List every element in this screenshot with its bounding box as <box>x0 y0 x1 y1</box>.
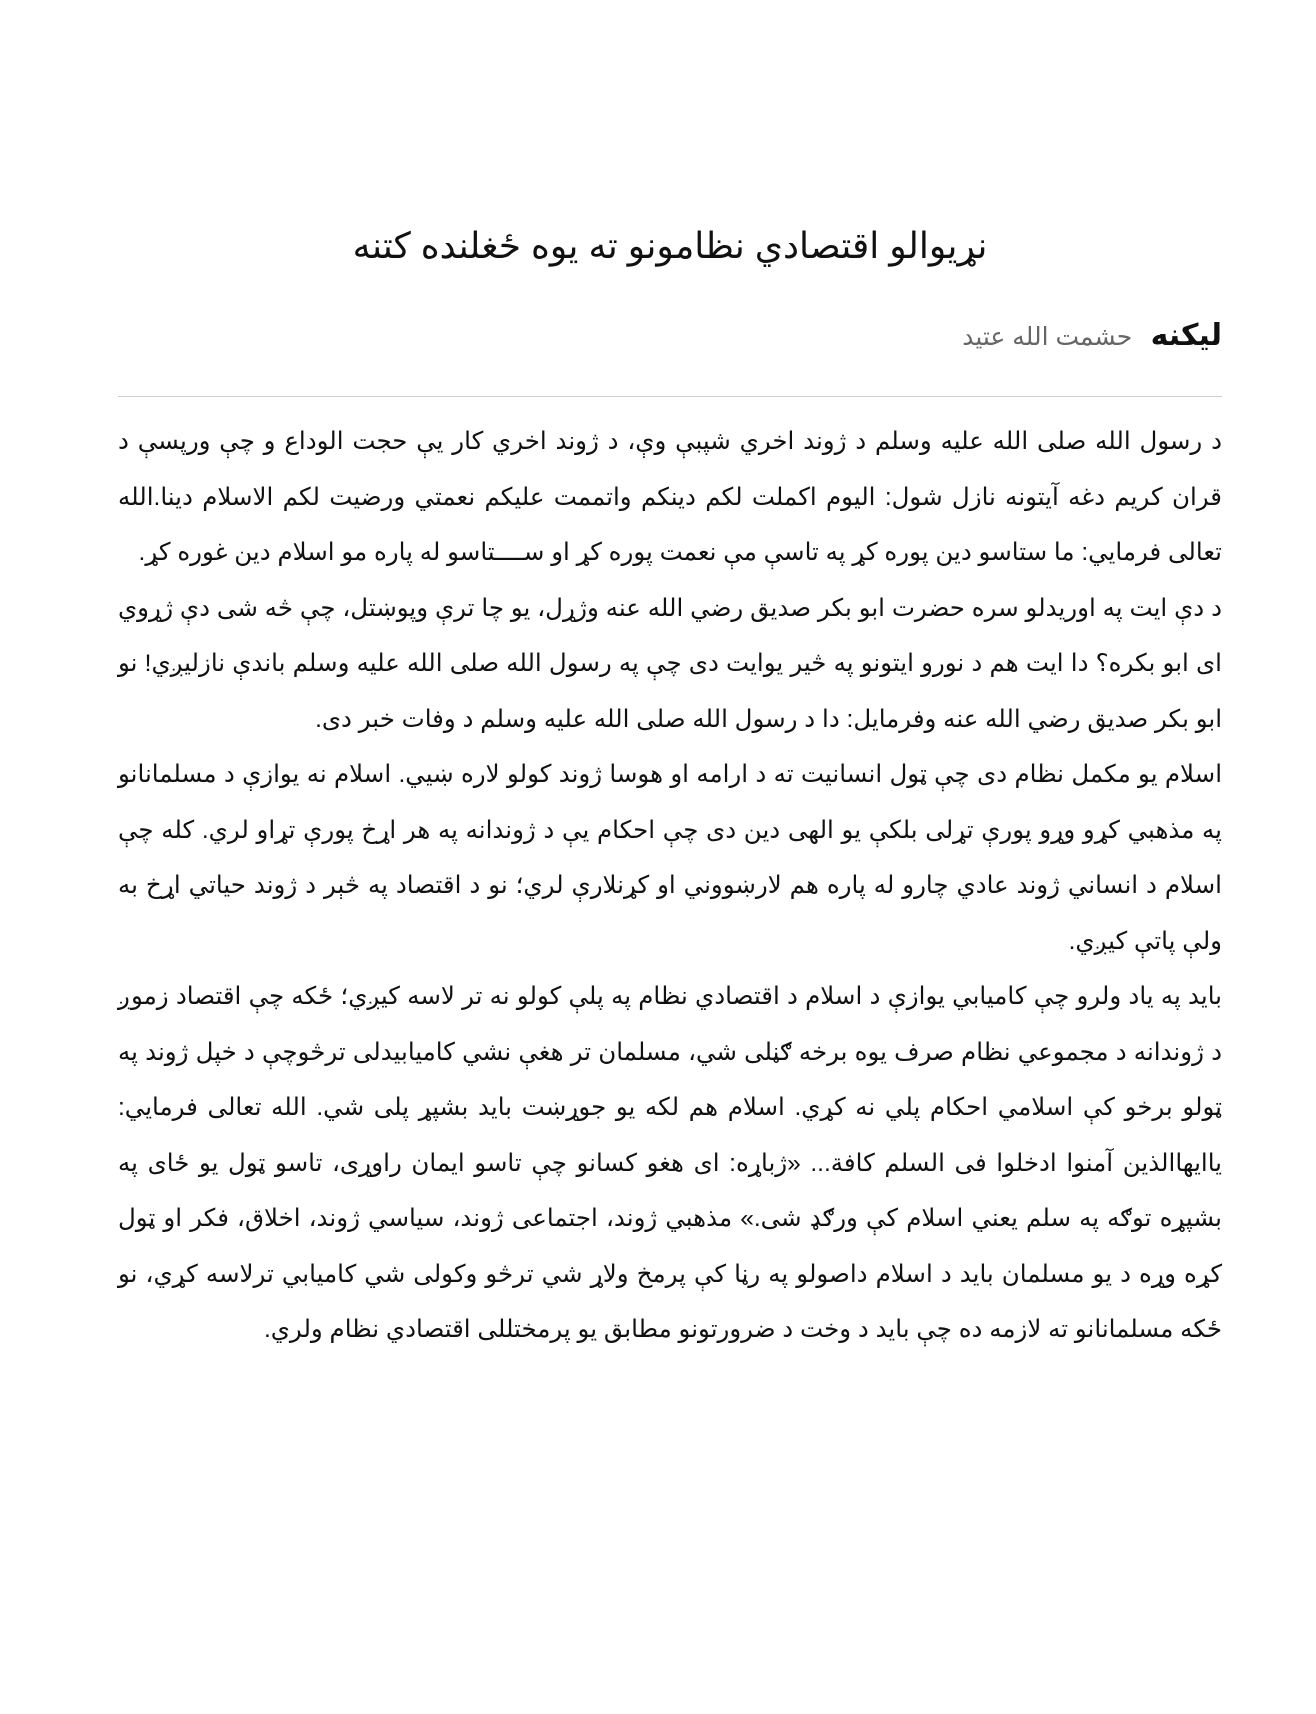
paragraph-2: د دې ایت په اوریدلو سره حضرت ابو بکر صدیق رضي الله عنه وژړل، یو چا ترې وپوښتل، چې څه شی دې ژړوي ای ابو بکره؟ دا ایت هم د نورو ایتونو په څیر یوایت دی چې په رسول الله صلی الله علیه وسلم باندې نازلیږي! نو ابو بکر صدیق رضي الله عنه وفرمایل: دا د رسول الله صلی الله علیه وسلم د وفات خبر دی. <box>118 594 1222 733</box>
document-page <box>118 0 1222 1714</box>
paragraph-4: باید په یاد ولرو چې کامیابي یوازې د اسلام د اقتصادي نظام په پلې کولو نه تر لاسه کیږي؛ ځکه چې اقتصاد زموږ د ژوندانه د مجموعي نظام صرف یوه برخه ګڼلی شي، مسلمان تر هغې نشي کامیابیدلی ترڅوچې د خپل ژوند په ټولو برخو کې اسلامي احکام پلي نه کړي. اسلام هم لکه یو جوړښت باید بشپړ پلی شي. الله تعالی فرمایي: یاایهاالذین آمنوا ادخلوا فی السلم کافة... «ژباړه: ای هغو کسانو چې تاسو ایمان راوړی، تاسو ټول یو ځای په بشپړه توګه په سلم یعني اسلام کې ورګډ شی.» مذهبي ژوند، اجتماعی ژوند، سیاسي ژوند، اخلاق، فکر او ټول کړه وړه د یو مسلمان باید د اسلام داصولو په رڼا کې پرمخ ولاړ شي ترڅو وکولی شي کامیابي ترلاسه کړي، نو ځکه مسلمانانو ته لازمه ده چې باید د وخت د ضرورتونو مطابق یو پرمختللی اقتصادي نظام ولري. <box>118 983 1222 1343</box>
page-title: نړیوالو اقتصادي نظامونو ته یوه ځغلنده کتنه <box>352 225 988 266</box>
article-body <box>118 414 1222 1358</box>
author-label: لیکنه <box>1150 319 1222 352</box>
paragraph-3: اسلام یو مکمل نظام دی چې ټول انسانیت ته د ارامه او هوسا ژوند کولو لاره ښیي. اسلام نه یوازې د مسلمانانو په مذهبي کړو وړو پورې تړلی بلکې یو الهی دین دی چې احکام یې د ژوندانه په هر اړخ پورې تړاو لري. کله چې اسلام د انساني ژوند عادي چارو له پاره هم لارښووني او کړنلارې لري؛ نو د اقتصاد په څېر د ژوند حیاتي اړخ به ولې پاتې کیږي. <box>118 761 1222 955</box>
divider <box>118 396 1222 397</box>
author-name: حشمت الله عتید <box>962 323 1133 351</box>
paragraph-1: د رسول الله صلی الله علیه وسلم د ژوند اخري شپبې وې، د ژوند اخري کار یې حجت الوداع و چې ورپسې د قران کریم دغه آیتونه نازل شول: الیوم اکملت لکم دینکم واتممت علیکم نعمتي ورضیت لکم الاسلام دینا.الله تعالی فرمایي: ما ستاسو دین پوره کړ په تاسې مې نعمت پوره کړ او ســــتاسو له پاره مو اسلام دین غوره کړ. <box>118 428 1222 566</box>
byline <box>118 312 1222 361</box>
